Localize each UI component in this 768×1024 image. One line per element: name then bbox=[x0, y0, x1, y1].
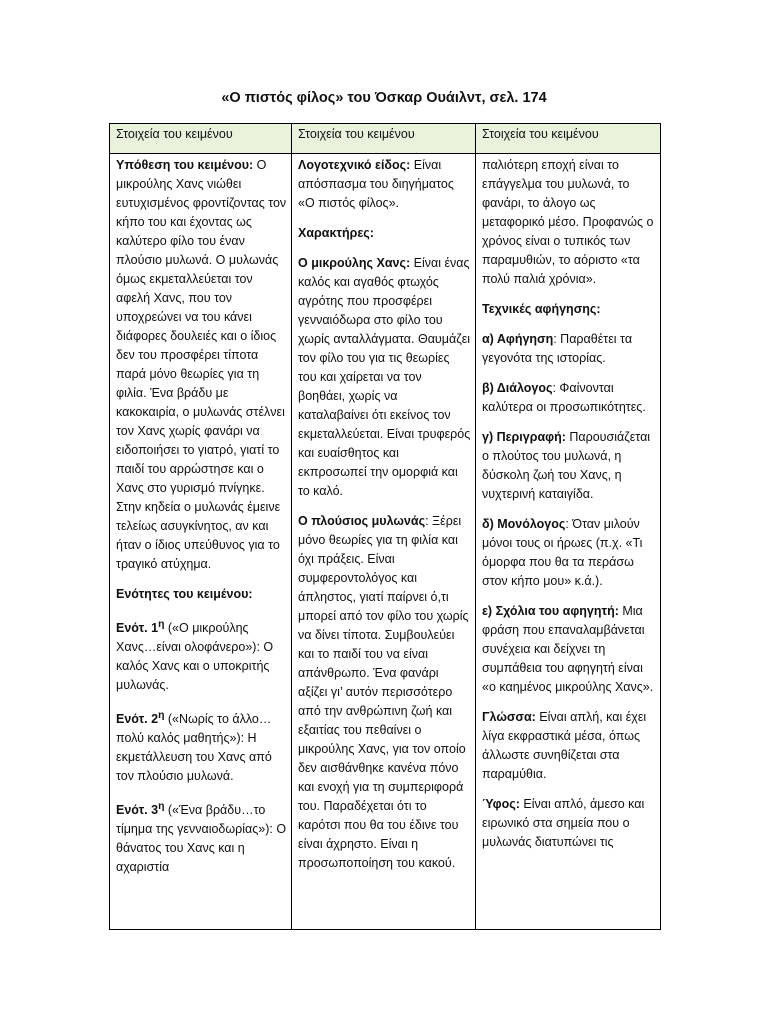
column-header: Στοιχεία του κειμένου bbox=[476, 124, 661, 154]
language-paragraph: Γλώσσα: Είναι απλή, και έχει λίγα εκφραστικά μέσα, όπως άλλωστε συνηθίζεται στα παραμύθια. bbox=[482, 710, 647, 781]
miller-paragraph bbox=[298, 512, 471, 873]
unit-1-label: Ενότ. $1^\eta$ bbox=[116, 619, 165, 636]
characters-label: Χαρακτήρες: bbox=[298, 226, 374, 240]
column-header: Στοιχεία του κειμένου bbox=[292, 124, 476, 154]
genre-label: Λογοτεχνικό είδος: bbox=[298, 158, 411, 172]
hans-label: Ο μικρούλης Χανς: bbox=[298, 256, 411, 270]
plot-label: Υπόθεση του κειμένου: bbox=[116, 158, 254, 172]
technique-narration: α) Αφήγηση: Παραθέτει τα γεγονότα της ιστορίας. bbox=[482, 332, 633, 365]
page-title: «Ο πιστός φίλος» του Όσκαρ Ουάιλντ, σελ. 174 bbox=[221, 90, 547, 106]
techniques-heading bbox=[482, 300, 656, 319]
technique-monologue: δ) Μονόλογος: Όταν μιλούν μόνοι τους οι ήρωες (π.χ. «Τι όμορφα που θα τα περάσω στον κήπο μου» κ.ά.). bbox=[482, 517, 643, 588]
technique-description: γ) Περιγραφή: Παρουσιάζεται ο πλούτος του μυλωνά, η δύσκολη ζωή του Χανς, η νυχτερινή καταιγίδα. bbox=[482, 430, 651, 501]
hans-text: Είναι ένας καλός και αγαθός φτωχός αγρότης που προσφέρει γενναιόδωρα στο φίλο του χωρίς ανταλλάγματα. Θαυμάζει τον φίλο του για τις θεωρίες του και χαίρεται να τον βοηθάει, χωρίς να καταλαβαίνει ότι εκείνος τον εκμεταλλεύεται. Είναι τρυφερός και ευαίσθητος και εκπροσωπεί την ομορφιά και το καλό. bbox=[298, 256, 471, 498]
techniques-label: Τεχνικές αφήγησης: bbox=[482, 302, 601, 316]
characters-heading bbox=[298, 224, 471, 243]
column-plot-units bbox=[110, 154, 292, 930]
technique-dialogue: β) Διάλογος: Φαίνονται καλύτερα οι προσωπικότητες. bbox=[482, 381, 646, 414]
unit-1 bbox=[116, 615, 287, 695]
genre-paragraph bbox=[298, 156, 471, 213]
table-row bbox=[110, 154, 661, 930]
column-genre-characters bbox=[292, 154, 476, 930]
unit-2 bbox=[116, 706, 287, 786]
column-techniques bbox=[476, 154, 661, 930]
miller-label: Ο πλούσιος μυλωνάς bbox=[298, 514, 426, 528]
plot-text: Ο μικρούλης Χανς νιώθει ευτυχισμένος φροντίζοντας τον κήπο του και έχοντας ως καλύτερο φίλο του έναν πλούσιο μυλωνά. Ο μυλωνάς όμως εκμεταλλεύεται τον αφελή Χανς, που τον υποχρεώνει να του κάνει διάφορες δουλειές και ο ίδιος δεν του προσφέρει τίποτα παρά μόνο θεωρίες για τη φιλία. Ένα βράδυ με κακοκαιρία, ο μυλωνάς στέλνει τον Χανς χωρίς φανάρι να ειδοποιήσει το γιατρό, γιατί το παιδί του αρρώστησε και ο Χανς στο γυρισμό πνίγηκε. Στην κηδεία ο μυλωνάς έμεινε τελείως ασυγκίνητος, αν και ήταν ο ίδιος υπεύθυνος για το τραγικό ατύχημα. bbox=[116, 158, 287, 571]
time-paragraph: παλιότερη εποχή είναι το επάγγελμα του μυλωνά, το φανάρι, το άλογο ως μεταφορικό μέσο. Προφανώς ο χρόνος είναι ο τυπικός των παραμυθιών, το αόριστο «τα πολύ παλιά χρόνια». bbox=[482, 158, 654, 286]
hans-paragraph bbox=[298, 254, 471, 501]
unit-3-text: («Ένα βράδυ…το τίμημα της γενναιοδωρίας»): Ο θάνατος του Χανς και η αχαριστία bbox=[116, 803, 287, 875]
miller-text: : Ξέρει μόνο θεωρίες για τη φιλία και όχι πράξεις. Είναι συμφεροντολόγος και άπληστος, γιατί παίρνει ό,τι μπορεί από τον φίλο του χωρίς να δίνει τίποτα. Συμβουλεύει και το παιδί του να είναι απάνθρωπο. Ένα φανάρι αξίζει γι’ αυτόν περισσότερο από την ανθρώπινη ζωή και εξαιτίας του πεθαίνει ο μικρούλης Χανς, για τον οποίο δεν αισθάνθηκε κανένα πόνο και ενοχή για τη συμπεριφορά του. Παραδέχεται ότι το καρότσι που θα του έδινε του είναι άχρηστο. Είναι η προσωποποίηση του κακού. bbox=[298, 514, 469, 870]
column-header: Στοιχεία του κειμένου bbox=[110, 124, 292, 154]
technique-narrator-comments: ε) Σχόλια του αφηγητή: Μια φράση που επαναλαμβάνεται συνέχεια και δείχνει τη συμπάθεια του αφηγητή είναι «ο καημένος μικρούλης Χανς». bbox=[482, 604, 654, 694]
units-heading bbox=[116, 585, 287, 604]
unit-3 bbox=[116, 797, 287, 877]
content-table bbox=[109, 123, 661, 930]
unit-1-text: («Ο μικρούλης Χανς…είναι ολοφάνερο»): Ο καλός Χανς και ο υποκριτής μυλωνάς. bbox=[116, 621, 274, 693]
table-header-row bbox=[110, 124, 661, 154]
genre-text: Είναι απόσπασμα του διηγήματος «Ο πιστός φίλος». bbox=[298, 158, 454, 210]
style-paragraph: Ύφος: Είναι απλό, άμεσο και ειρωνικό στα σημεία που ο μυλωνάς διατυπώνει τις bbox=[482, 797, 645, 849]
unit-2-text: («Νωρίς το άλλο…πολύ καλός μαθητής»): Η εκμετάλλευση του Χανς από τον πλούσιο μυλωνά. bbox=[116, 712, 272, 784]
unit-3-label: Ενότ. $3^\eta$ bbox=[116, 801, 165, 818]
units-label: Ενότητες του κειμένου: bbox=[116, 587, 253, 601]
plot-paragraph bbox=[116, 156, 287, 574]
unit-2-label: Ενότ. $2^\eta$ bbox=[116, 710, 165, 727]
